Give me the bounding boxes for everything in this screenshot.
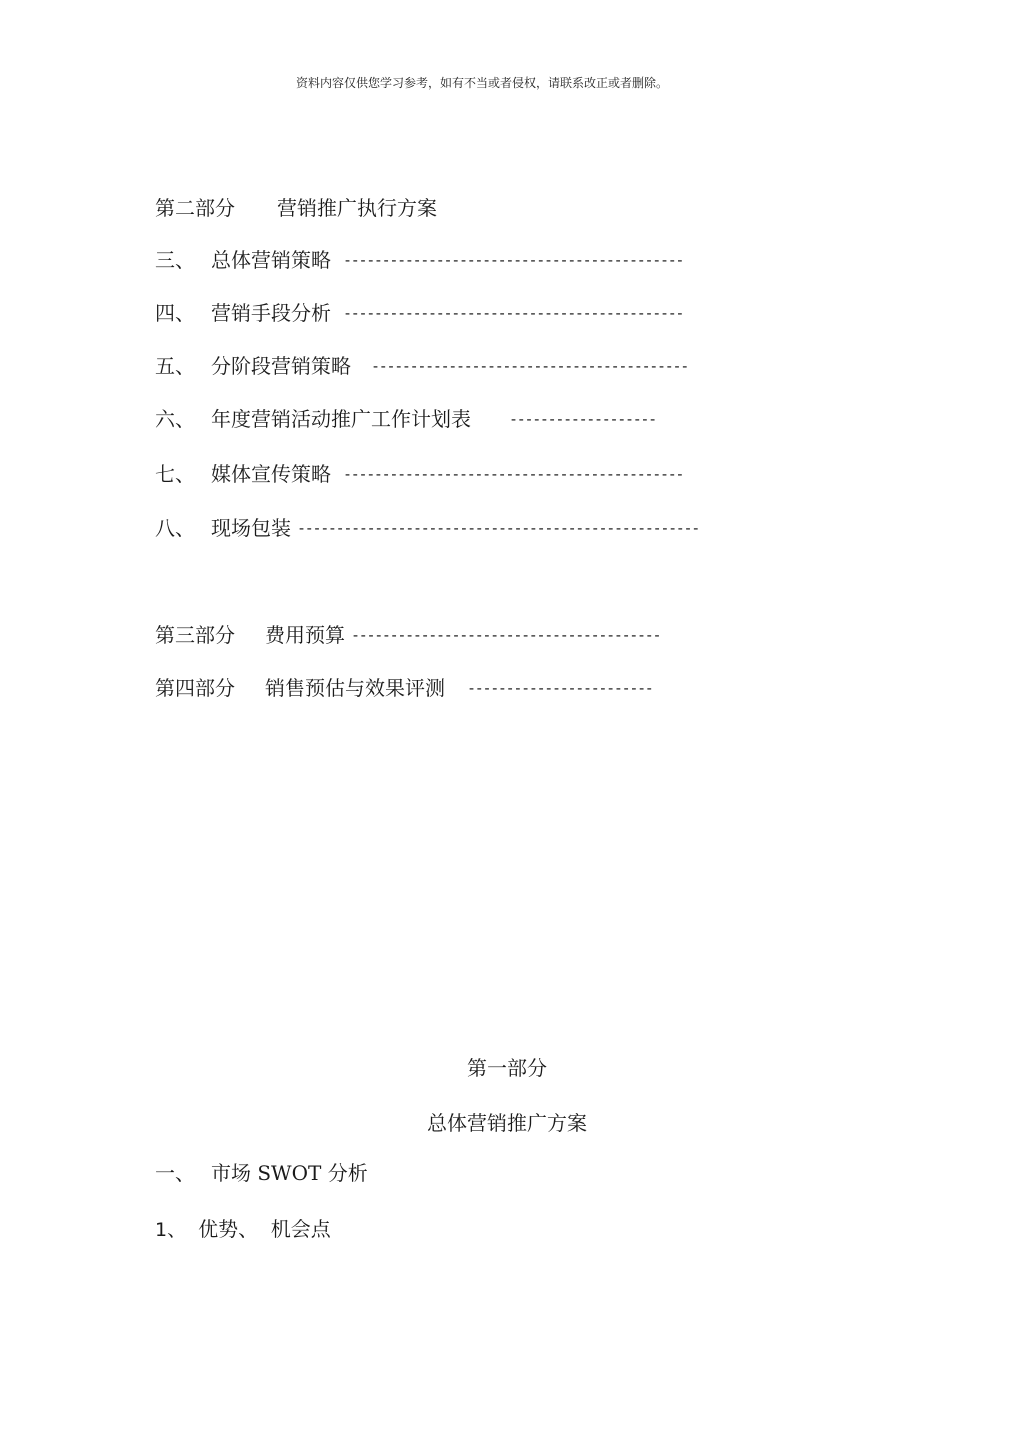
section-number: 一、 — [155, 1161, 195, 1185]
part1-title: 总体营销推广方案 — [427, 1111, 587, 1135]
toc-leader-dots: -------------------------------------------- — [343, 304, 684, 322]
toc-leader-dots: ----------------------------------------- — [371, 357, 688, 375]
subsection-title: 优势、 机会点 — [198, 1217, 331, 1241]
toc-item-number: 五、 — [155, 354, 195, 378]
toc-item-number: 七、 — [155, 462, 195, 486]
toc-item — [155, 405, 656, 433]
toc-part3 — [155, 621, 660, 649]
toc-item-number: 三、 — [155, 248, 195, 272]
toc-item — [155, 246, 683, 274]
disclaimer-header: 资料内容仅供您学习参考，如有不当或者侵权，请联系改正或者删除。 — [295, 76, 668, 90]
toc-leader-dots: ------------------------ — [467, 679, 653, 697]
subsection-heading — [155, 1215, 331, 1244]
toc-leader-dots: -------------------------------------------- — [343, 251, 684, 269]
part1-heading: 第一部分 — [467, 1056, 547, 1080]
toc-item — [155, 299, 683, 327]
toc-item — [155, 514, 699, 542]
subsection-number: 1、 — [155, 1219, 187, 1241]
toc-part4-title: 销售预估与效果评测 — [265, 676, 445, 700]
toc-item-title: 总体营销策略 — [211, 248, 331, 272]
toc-part4-label: 第四部分 — [155, 676, 235, 700]
toc-item-number: 八、 — [155, 516, 195, 540]
toc-item-title: 媒体宣传策略 — [211, 462, 331, 486]
toc-part2-label: 第二部分 — [155, 196, 235, 220]
toc-item-title: 现场包装 — [211, 516, 291, 540]
toc-item — [155, 460, 683, 488]
toc-item-title: 分阶段营销策略 — [211, 354, 351, 378]
toc-item-title: 年度营销活动推广工作计划表 — [211, 407, 471, 431]
toc-leader-dots: -------------------------------------------- — [343, 465, 684, 483]
toc-part2-heading — [155, 194, 437, 222]
toc-item — [155, 352, 688, 380]
toc-item-number: 四、 — [155, 301, 195, 325]
toc-item-number: 六、 — [155, 407, 195, 431]
toc-leader-dots: ------------------- — [509, 410, 656, 428]
toc-item-title: 营销手段分析 — [211, 301, 331, 325]
toc-part2-title: 营销推广执行方案 — [277, 196, 437, 220]
toc-leader-dots: ---------------------------------------- — [351, 626, 661, 644]
toc-part3-title: 费用预算 — [265, 623, 345, 647]
section-heading — [155, 1159, 368, 1187]
toc-part4 — [155, 674, 653, 702]
section-title: 市场 SWOT 分析 — [211, 1161, 368, 1185]
toc-leader-dots: ---------------------------------------------------- — [297, 519, 700, 537]
toc-part3-label: 第三部分 — [155, 623, 235, 647]
